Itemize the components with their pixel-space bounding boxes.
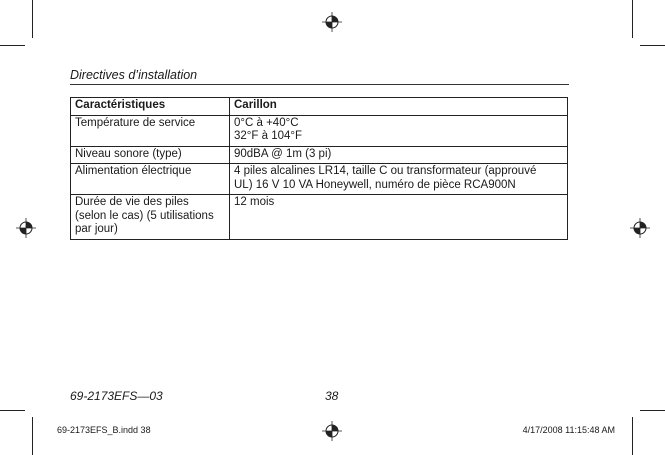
section-divider <box>70 84 569 85</box>
column-header-chime: Carillon <box>230 98 568 116</box>
row-value <box>230 195 568 240</box>
row-value-line: UL) 16 V 10 VA Honeywell, numéro de pièce RCA900N <box>234 178 516 191</box>
registration-mark-icon <box>322 421 342 441</box>
crop-mark <box>32 0 33 38</box>
table-row <box>71 164 568 195</box>
page-number: 38 <box>325 389 339 403</box>
crop-mark <box>32 417 33 455</box>
column-header-characteristics: Caractéristiques <box>71 98 230 116</box>
registration-mark-icon <box>16 218 36 238</box>
crop-mark <box>632 417 633 455</box>
row-value-line: 32°F à 104°F <box>234 130 303 142</box>
crop-mark <box>640 410 665 411</box>
table-header-row <box>71 98 568 116</box>
slug-timestamp: 4/17/2008 11:15:48 AM <box>522 425 615 435</box>
row-label-line: Alimentation électrique <box>75 165 192 177</box>
crop-mark <box>0 45 25 46</box>
row-label <box>71 195 230 240</box>
specifications-table <box>70 97 568 240</box>
document-number: 69-2173EFS—03 <box>70 389 163 403</box>
row-value-line: 12 mois <box>234 196 275 208</box>
row-label <box>71 146 230 164</box>
row-label <box>71 115 230 146</box>
row-label <box>71 164 230 195</box>
crop-mark <box>640 45 665 46</box>
row-value-line: 4 piles alcalines LR14, taille C ou transformateur (approuvé <box>234 165 537 177</box>
table-row <box>71 115 568 146</box>
row-value <box>230 164 568 195</box>
section-title: Directives d’installation <box>70 68 198 82</box>
crop-mark <box>0 410 25 411</box>
table-row <box>71 195 568 240</box>
table-row <box>71 146 568 164</box>
row-value <box>230 115 568 146</box>
row-label-line: Niveau sonore (type) <box>75 147 182 160</box>
row-label-line: Durée de vie des piles <box>75 196 189 208</box>
row-value-line: 0°C à +40°C <box>234 116 299 129</box>
crop-mark <box>632 0 633 38</box>
registration-mark-icon <box>630 218 650 238</box>
row-label-line: (selon le cas) (5 utilisations <box>75 209 214 222</box>
row-label-line: par jour) <box>75 223 118 235</box>
row-value-line: 90dBA @ 1m (3 pi) <box>234 147 332 160</box>
registration-mark-icon <box>322 12 342 32</box>
row-value <box>230 146 568 164</box>
row-label-line: Température de service <box>75 116 196 129</box>
slug-filename: 69-2173EFS_B.indd 38 <box>57 425 151 435</box>
